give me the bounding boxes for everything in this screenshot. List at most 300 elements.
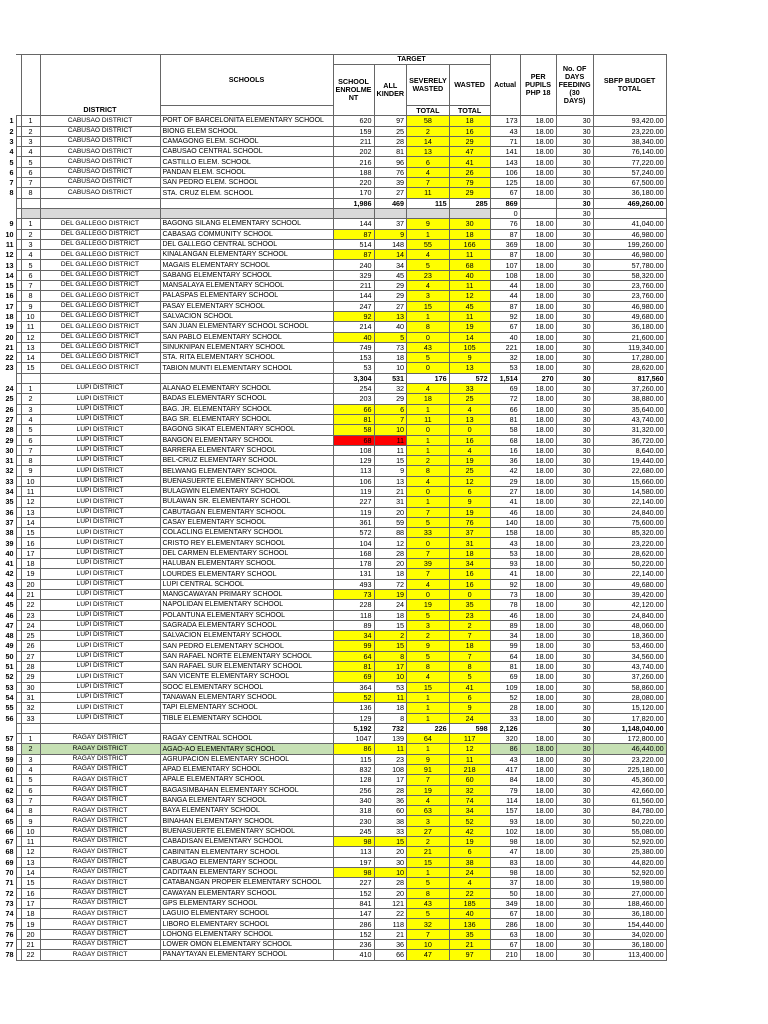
school-name: BAGONG SILANG ELEMENTARY SCHOOL bbox=[160, 219, 333, 229]
budget-cell: 199,260.00 bbox=[593, 239, 666, 249]
per-pupil-cell: 18.00 bbox=[520, 548, 556, 558]
district-cell: LUPI DISTRICT bbox=[40, 497, 160, 507]
district-cell: DEL GALLEGO DISTRICT bbox=[40, 291, 160, 301]
budget-cell: 49,680.00 bbox=[593, 579, 666, 589]
enrolment-cell: 227 bbox=[333, 878, 374, 888]
actual-cell: 43 bbox=[490, 754, 520, 764]
kinder-cell: 10 bbox=[374, 867, 407, 877]
actual-cell: 44 bbox=[490, 281, 520, 291]
enrolment-cell: 144 bbox=[333, 291, 374, 301]
severely-wasted-cell: 19 bbox=[407, 785, 450, 795]
actual-cell: 108 bbox=[490, 270, 520, 280]
budget-cell: 36,180.00 bbox=[593, 940, 666, 950]
school-no: 32 bbox=[21, 703, 40, 713]
actual-cell: 42 bbox=[490, 466, 520, 476]
school-no: 8 bbox=[21, 456, 40, 466]
district-cell: LUPI DISTRICT bbox=[40, 692, 160, 702]
severely-wasted-cell: 1 bbox=[407, 744, 450, 754]
table-row bbox=[0, 662, 666, 672]
district-cell: DEL GALLEGO DISTRICT bbox=[40, 219, 160, 229]
severely-wasted-cell: 7 bbox=[407, 929, 450, 939]
actual-cell: 67 bbox=[490, 909, 520, 919]
row-number: 70 bbox=[5, 868, 14, 878]
kinder-cell: 28 bbox=[374, 136, 407, 146]
budget-cell: 23,760.00 bbox=[593, 291, 666, 301]
school-no: 28 bbox=[21, 662, 40, 672]
per-pupil-cell: 18.00 bbox=[520, 476, 556, 486]
enrolment-cell: 247 bbox=[333, 301, 374, 311]
table-row bbox=[0, 826, 666, 836]
district-cell: LUPI DISTRICT bbox=[40, 486, 160, 496]
kinder-cell: 22 bbox=[374, 909, 407, 919]
severely-wasted-cell: 58 bbox=[407, 116, 450, 126]
district-cell: LUPI DISTRICT bbox=[40, 662, 160, 672]
district-cell: CABUSAO DISTRICT bbox=[40, 136, 160, 146]
table-row bbox=[0, 363, 666, 373]
severely-wasted-cell: 4 bbox=[407, 795, 450, 805]
school-no: 23 bbox=[21, 610, 40, 620]
severely-wasted-cell: 9 bbox=[407, 219, 450, 229]
wasted-cell: 32 bbox=[449, 785, 490, 795]
district-cell: DEL GALLEGO DISTRICT bbox=[40, 322, 160, 332]
budget-cell: 8,640.00 bbox=[593, 445, 666, 455]
budget-cell: 34,020.00 bbox=[593, 929, 666, 939]
table-row bbox=[0, 795, 666, 805]
kinder-cell: 11 bbox=[374, 435, 407, 445]
actual-cell: 125 bbox=[490, 178, 520, 188]
per-pupil-cell: 18.00 bbox=[520, 116, 556, 126]
school-no: 4 bbox=[21, 147, 40, 157]
spreadsheet bbox=[0, 54, 667, 961]
subtotal-enrolment: 3,304 bbox=[333, 373, 374, 383]
days-cell: 30 bbox=[556, 569, 593, 579]
severely-wasted-cell: 5 bbox=[407, 909, 450, 919]
actual-cell: 41 bbox=[490, 497, 520, 507]
severely-wasted-cell: 39 bbox=[407, 559, 450, 569]
row-number: 63 bbox=[5, 795, 14, 805]
severely-wasted-cell: 7 bbox=[407, 569, 450, 579]
days-cell: 30 bbox=[556, 672, 593, 682]
severely-wasted-cell: 0 bbox=[407, 425, 450, 435]
enrolment-cell: 115 bbox=[333, 754, 374, 764]
school-no: 17 bbox=[21, 548, 40, 558]
actual-cell: 46 bbox=[490, 507, 520, 517]
row-number: 59 bbox=[5, 754, 14, 764]
per-pupil-cell: 18.00 bbox=[520, 589, 556, 599]
district-cell: CABUSAO DISTRICT bbox=[40, 178, 160, 188]
enrolment-cell: 620 bbox=[333, 116, 374, 126]
actual-cell: 107 bbox=[490, 260, 520, 270]
severely-wasted-cell: 11 bbox=[407, 414, 450, 424]
school-name: BUENASUERTE ELEMENTARY SCHOOL bbox=[160, 826, 333, 836]
budget-cell: 28,080.00 bbox=[593, 692, 666, 702]
days-cell: 30 bbox=[556, 919, 593, 929]
school-name: CASAY ELEMENTARY SCHOOL bbox=[160, 517, 333, 527]
enrolment-cell: 129 bbox=[333, 456, 374, 466]
enrolment-cell: 230 bbox=[333, 816, 374, 826]
district-cell: LUPI DISTRICT bbox=[40, 404, 160, 414]
actual-cell: 67 bbox=[490, 940, 520, 950]
district-cell: CABUSAO DISTRICT bbox=[40, 188, 160, 198]
school-name: CATABANGAN PROPER ELEMENTARY SCHOOL bbox=[160, 878, 333, 888]
district-cell: RAGAY DISTRICT bbox=[40, 795, 160, 805]
severely-wasted-cell: 9 bbox=[407, 754, 450, 764]
table-row bbox=[0, 888, 666, 898]
per-pupil-cell: 18.00 bbox=[520, 610, 556, 620]
district-cell: LUPI DISTRICT bbox=[40, 620, 160, 630]
subtotal-wasted: 572 bbox=[449, 373, 490, 383]
severely-wasted-cell: 4 bbox=[407, 250, 450, 260]
school-name: CAWAYAN ELEMENTARY SCHOOL bbox=[160, 888, 333, 898]
row-number: 73 bbox=[5, 898, 14, 908]
kinder-cell: 24 bbox=[374, 600, 407, 610]
school-name: PORT OF BARCELONITA ELEMENTARY SCHOOL bbox=[160, 116, 333, 126]
per-pupil-cell: 18.00 bbox=[520, 620, 556, 630]
days-cell: 30 bbox=[556, 219, 593, 229]
wasted-cell: 68 bbox=[449, 260, 490, 270]
row-number: 6 bbox=[9, 167, 14, 177]
table-row bbox=[0, 878, 666, 888]
days-cell: 30 bbox=[556, 641, 593, 651]
enrolment-cell: 136 bbox=[333, 703, 374, 713]
actual-cell: 417 bbox=[490, 765, 520, 775]
school-name: SAN RAFAEL SUR ELEMENTARY SCHOOL bbox=[160, 662, 333, 672]
district-cell: LUPI DISTRICT bbox=[40, 703, 160, 713]
actual-cell: 98 bbox=[490, 867, 520, 877]
enrolment-cell: 236 bbox=[333, 940, 374, 950]
severely-wasted-cell: 1 bbox=[407, 445, 450, 455]
district-cell: RAGAY DISTRICT bbox=[40, 806, 160, 816]
days-cell: 30 bbox=[556, 188, 593, 198]
wasted-cell: 37 bbox=[449, 528, 490, 538]
row-number: 40 bbox=[5, 548, 14, 558]
wasted-cell: 35 bbox=[449, 600, 490, 610]
severely-wasted-cell: 15 bbox=[407, 857, 450, 867]
row-number: 38 bbox=[5, 528, 14, 538]
school-name: LOWER OMON ELEMENTARY SCHOOL bbox=[160, 940, 333, 950]
row-number: 19 bbox=[5, 322, 14, 332]
row-number: 20 bbox=[5, 332, 14, 342]
school-no: 12 bbox=[21, 847, 40, 857]
school-no: 21 bbox=[21, 940, 40, 950]
budget-cell: 17,820.00 bbox=[593, 713, 666, 723]
kinder-cell: 27 bbox=[374, 301, 407, 311]
school-name: LOURDES ELEMENTARY SCHOOL bbox=[160, 569, 333, 579]
wasted-cell: 7 bbox=[449, 631, 490, 641]
days-cell: 30 bbox=[556, 497, 593, 507]
kinder-cell: 12 bbox=[374, 538, 407, 548]
enrolment-header: SCHOOL ENROLME NT bbox=[333, 65, 374, 116]
days-cell: 30 bbox=[556, 414, 593, 424]
table-row bbox=[0, 579, 666, 589]
school-name: CABASAG COMMUNITY SCHOOL bbox=[160, 229, 333, 239]
district-cell: RAGAY DISTRICT bbox=[40, 867, 160, 877]
actual-cell: 98 bbox=[490, 837, 520, 847]
table-row bbox=[0, 641, 666, 651]
budget-cell: 172,800.00 bbox=[593, 734, 666, 744]
row-number: 10 bbox=[5, 229, 14, 239]
budget-cell: 55,080.00 bbox=[593, 826, 666, 836]
budget-cell: 28,620.00 bbox=[593, 548, 666, 558]
per-pupil-cell: 18.00 bbox=[520, 662, 556, 672]
severely-wasted-cell: 15 bbox=[407, 682, 450, 692]
district-cell: RAGAY DISTRICT bbox=[40, 816, 160, 826]
row-number: 57 bbox=[5, 734, 14, 744]
wasted-cell: 5 bbox=[449, 672, 490, 682]
wasted-cell: 21 bbox=[449, 940, 490, 950]
row-number: 68 bbox=[5, 847, 14, 857]
severely-wasted-cell: 3 bbox=[407, 620, 450, 630]
days-cell: 30 bbox=[556, 167, 593, 177]
per-pupil-cell: 18.00 bbox=[520, 404, 556, 414]
school-name: HALUBAN ELEMENTARY SCHOOL bbox=[160, 559, 333, 569]
per-pupil-cell: 18.00 bbox=[520, 847, 556, 857]
kinder-cell: 7 bbox=[374, 414, 407, 424]
kinder-cell: 15 bbox=[374, 641, 407, 651]
actual-cell: 44 bbox=[490, 291, 520, 301]
budget-cell: 44,820.00 bbox=[593, 857, 666, 867]
days-cell: 30 bbox=[556, 291, 593, 301]
table-row bbox=[0, 517, 666, 527]
wasted-cell: 11 bbox=[449, 281, 490, 291]
wasted-cell: 6 bbox=[449, 847, 490, 857]
blank-cell bbox=[160, 373, 333, 383]
school-name: LOHONG ELEMENTARY SCHOOL bbox=[160, 929, 333, 939]
school-no: 4 bbox=[21, 765, 40, 775]
days-cell: 30 bbox=[556, 826, 593, 836]
blank-cell bbox=[40, 208, 160, 218]
actual-cell: 53 bbox=[490, 548, 520, 558]
enrolment-cell: 240 bbox=[333, 260, 374, 270]
kinder-cell: 14 bbox=[374, 250, 407, 260]
per-pupil-cell: 18.00 bbox=[520, 466, 556, 476]
per-pupil-cell: 18.00 bbox=[520, 486, 556, 496]
blank-cell bbox=[40, 373, 160, 383]
school-no: 12 bbox=[21, 332, 40, 342]
enrolment-cell: 168 bbox=[333, 548, 374, 558]
district-cell: LUPI DISTRICT bbox=[40, 641, 160, 651]
table-row bbox=[0, 713, 666, 723]
table-row bbox=[0, 157, 666, 167]
table-row bbox=[0, 301, 666, 311]
school-no: 29 bbox=[21, 672, 40, 682]
days-cell: 30 bbox=[556, 651, 593, 661]
district-cell: DEL GALLEGO DISTRICT bbox=[40, 353, 160, 363]
sbfp-table bbox=[0, 54, 667, 961]
days-cell: 30 bbox=[556, 332, 593, 342]
per-pupil-cell: 18.00 bbox=[520, 837, 556, 847]
budget-cell: 36,180.00 bbox=[593, 188, 666, 198]
row-number: 66 bbox=[5, 826, 14, 836]
district-cell: RAGAY DISTRICT bbox=[40, 909, 160, 919]
budget-cell: 34,560.00 bbox=[593, 651, 666, 661]
days-cell: 30 bbox=[556, 301, 593, 311]
table-row bbox=[0, 538, 666, 548]
actual-cell: 143 bbox=[490, 157, 520, 167]
subtotal-wasted: 598 bbox=[449, 723, 490, 733]
row-number: 46 bbox=[5, 610, 14, 620]
table-row bbox=[0, 435, 666, 445]
per-pupil-cell: 18.00 bbox=[520, 188, 556, 198]
row-number: 35 bbox=[5, 497, 14, 507]
school-no: 13 bbox=[21, 507, 40, 517]
kinder-cell: 108 bbox=[374, 765, 407, 775]
severely-wasted-cell: 5 bbox=[407, 517, 450, 527]
school-no: 2 bbox=[21, 229, 40, 239]
per-pupil-cell: 18.00 bbox=[520, 414, 556, 424]
kinder-cell: 15 bbox=[374, 620, 407, 630]
actual-cell: 320 bbox=[490, 734, 520, 744]
days-cell: 30 bbox=[556, 878, 593, 888]
severely-wasted-cell: 1 bbox=[407, 435, 450, 445]
per-pupil-cell: 18.00 bbox=[520, 270, 556, 280]
row-number bbox=[0, 198, 16, 208]
days-cell: 30 bbox=[556, 559, 593, 569]
school-no: 6 bbox=[21, 435, 40, 445]
kinder-cell: 81 bbox=[374, 147, 407, 157]
blank-cell bbox=[21, 208, 40, 218]
kinder-cell: 17 bbox=[374, 662, 407, 672]
budget-cell: 49,680.00 bbox=[593, 311, 666, 321]
school-no: 20 bbox=[21, 929, 40, 939]
school-no: 12 bbox=[21, 497, 40, 507]
school-name: TAPI ELEMENTARY SCHOOL bbox=[160, 703, 333, 713]
budget-cell: 38,880.00 bbox=[593, 394, 666, 404]
actual-cell: 58 bbox=[490, 425, 520, 435]
actual-cell: 140 bbox=[490, 517, 520, 527]
budget-cell: 93,420.00 bbox=[593, 116, 666, 126]
school-name: CASTILLO ELEM. SCHOOL bbox=[160, 157, 333, 167]
actual-cell: 41 bbox=[490, 569, 520, 579]
school-name: PALASPAS ELEMENTARY SCHOOL bbox=[160, 291, 333, 301]
row-number: 24 bbox=[5, 384, 14, 394]
kinder-cell: 59 bbox=[374, 517, 407, 527]
budget-cell: 85,320.00 bbox=[593, 528, 666, 538]
school-no: 18 bbox=[21, 909, 40, 919]
wasted-cell: 45 bbox=[449, 301, 490, 311]
school-no: 7 bbox=[21, 178, 40, 188]
actual-cell: 221 bbox=[490, 342, 520, 352]
actual-cell: 40 bbox=[490, 332, 520, 342]
days-cell: 30 bbox=[556, 178, 593, 188]
table-row bbox=[0, 507, 666, 517]
budget-cell: 58,320.00 bbox=[593, 270, 666, 280]
per-pupil-cell: 18.00 bbox=[520, 363, 556, 373]
wasted-cell: 41 bbox=[449, 682, 490, 692]
budget-cell: 15,660.00 bbox=[593, 476, 666, 486]
severely-wasted-cell: 0 bbox=[407, 486, 450, 496]
school-no: 3 bbox=[21, 239, 40, 249]
severely-wasted-cell: 5 bbox=[407, 353, 450, 363]
header-row-1 bbox=[0, 55, 666, 65]
days-cell: 30 bbox=[556, 867, 593, 877]
row-number: 37 bbox=[5, 517, 14, 527]
enrolment-cell: 841 bbox=[333, 898, 374, 908]
days-cell: 30 bbox=[556, 363, 593, 373]
wasted-cell: 18 bbox=[449, 641, 490, 651]
subtotal-severely-wasted: 176 bbox=[407, 373, 450, 383]
table-row bbox=[0, 806, 666, 816]
days-cell: 30 bbox=[556, 136, 593, 146]
actual-cell: 76 bbox=[490, 219, 520, 229]
severely-wasted-cell: 0 bbox=[407, 538, 450, 548]
school-name: STA. RITA ELEMENTARY SCHOOL bbox=[160, 353, 333, 363]
school-no: 33 bbox=[21, 713, 40, 723]
kinder-cell: 11 bbox=[374, 445, 407, 455]
actual-cell: 71 bbox=[490, 136, 520, 146]
row-number: 55 bbox=[5, 703, 14, 713]
enrolment-cell: 493 bbox=[333, 579, 374, 589]
actual-cell: 67 bbox=[490, 322, 520, 332]
school-no: 31 bbox=[21, 692, 40, 702]
budget-cell: 76,140.00 bbox=[593, 147, 666, 157]
district-cell: CABUSAO DISTRICT bbox=[40, 126, 160, 136]
wasted-cell: 60 bbox=[449, 775, 490, 785]
enrolment-cell: 81 bbox=[333, 414, 374, 424]
severely-wasted-cell: 6 bbox=[407, 157, 450, 167]
severely-wasted-cell: 4 bbox=[407, 672, 450, 682]
row-number: 72 bbox=[5, 888, 14, 898]
wasted-cell: 16 bbox=[449, 435, 490, 445]
kinder-cell: 32 bbox=[374, 384, 407, 394]
school-name: CABADISAN ELEMENTARY SCHOOL bbox=[160, 837, 333, 847]
actual-cell: 72 bbox=[490, 394, 520, 404]
per-pupil-cell: 18.00 bbox=[520, 600, 556, 610]
table-row bbox=[0, 116, 666, 126]
table-row bbox=[0, 754, 666, 764]
severely-wasted-cell: 9 bbox=[407, 641, 450, 651]
blank-cell bbox=[593, 208, 666, 218]
row-number: 65 bbox=[5, 816, 14, 826]
row-number: 3 bbox=[9, 136, 14, 146]
district-cell: RAGAY DISTRICT bbox=[40, 734, 160, 744]
district-cell: LUPI DISTRICT bbox=[40, 589, 160, 599]
wasted-cell: 24 bbox=[449, 713, 490, 723]
per-pupil-cell: 18.00 bbox=[520, 291, 556, 301]
days-cell: 30 bbox=[556, 692, 593, 702]
days-cell: 30 bbox=[556, 517, 593, 527]
district-cell: RAGAY DISTRICT bbox=[40, 775, 160, 785]
enrolment-cell: 108 bbox=[333, 445, 374, 455]
actual-cell: 99 bbox=[490, 641, 520, 651]
kinder-cell: 53 bbox=[374, 682, 407, 692]
wasted-cell: 4 bbox=[449, 878, 490, 888]
school-no: 9 bbox=[21, 301, 40, 311]
severely-wasted-cell: 4 bbox=[407, 167, 450, 177]
school-name: SAGRADA ELEMENTARY SCHOOL bbox=[160, 620, 333, 630]
per-pupil-cell: 18.00 bbox=[520, 301, 556, 311]
blank-cell bbox=[333, 208, 374, 218]
district-cell: LUPI DISTRICT bbox=[40, 445, 160, 455]
subtotal-days: 30 bbox=[556, 198, 593, 208]
actual-cell: 69 bbox=[490, 384, 520, 394]
school-name: POLANTUNA ELEMENTARY SCHOOL bbox=[160, 610, 333, 620]
enrolment-cell: 153 bbox=[333, 353, 374, 363]
wasted-cell: 19 bbox=[449, 456, 490, 466]
per-pupil-cell: 18.00 bbox=[520, 425, 556, 435]
wasted-cell: 11 bbox=[449, 250, 490, 260]
per-pupil-cell: 18.00 bbox=[520, 569, 556, 579]
days-cell: 30 bbox=[556, 281, 593, 291]
per-pupil-cell: 18.00 bbox=[520, 878, 556, 888]
wasted-cell: 40 bbox=[449, 909, 490, 919]
wasted-cell: 6 bbox=[449, 486, 490, 496]
row-number: 32 bbox=[5, 466, 14, 476]
actual-cell: 29 bbox=[490, 476, 520, 486]
kinder-cell: 18 bbox=[374, 610, 407, 620]
wasted-cell: 9 bbox=[449, 353, 490, 363]
budget-cell: 52,920.00 bbox=[593, 837, 666, 847]
